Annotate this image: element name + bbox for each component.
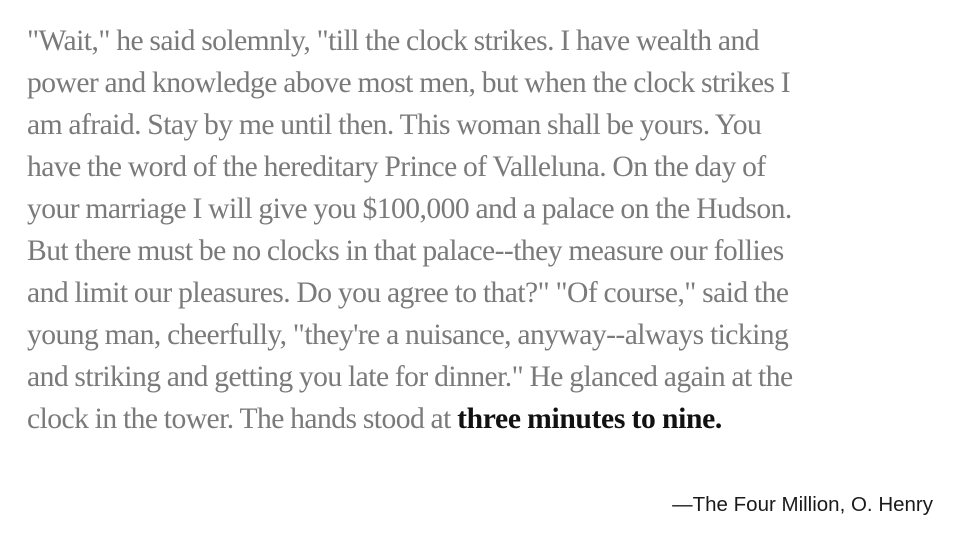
quote-line: am afraid. Stay by me until then. This woman shall be yours. You bbox=[27, 109, 762, 141]
quote-line: "Wait," he said solemnly, "till the clock strikes. I have wealth and bbox=[27, 25, 759, 57]
quote-last-line bbox=[27, 398, 942, 440]
quote-line: and limit our pleasures. Do you agree to that?" "Of course," said the bbox=[27, 277, 789, 309]
quote-attribution: —The Four Million, O. Henry bbox=[672, 493, 933, 516]
quote-line: have the word of the hereditary Prince of Valleluna. On the day of bbox=[27, 151, 766, 183]
quote-line: power and knowledge above most men, but when the clock strikes I bbox=[27, 67, 791, 99]
quote-line: your marriage I will give you $100,000 and a palace on the Hudson. bbox=[27, 193, 792, 225]
quote-line-text: clock in the tower. The hands stood at bbox=[27, 403, 451, 435]
quote-line: and striking and getting you late for dinner." He glanced again at the bbox=[27, 361, 793, 393]
quote-passage bbox=[27, 20, 942, 440]
highlighted-phrase: three minutes to nine. bbox=[457, 403, 722, 435]
quote-line: But there must be no clocks in that palace--they measure our follies bbox=[27, 235, 784, 267]
quote-line: young man, cheerfully, "they're a nuisance, anyway--always ticking bbox=[27, 319, 789, 351]
